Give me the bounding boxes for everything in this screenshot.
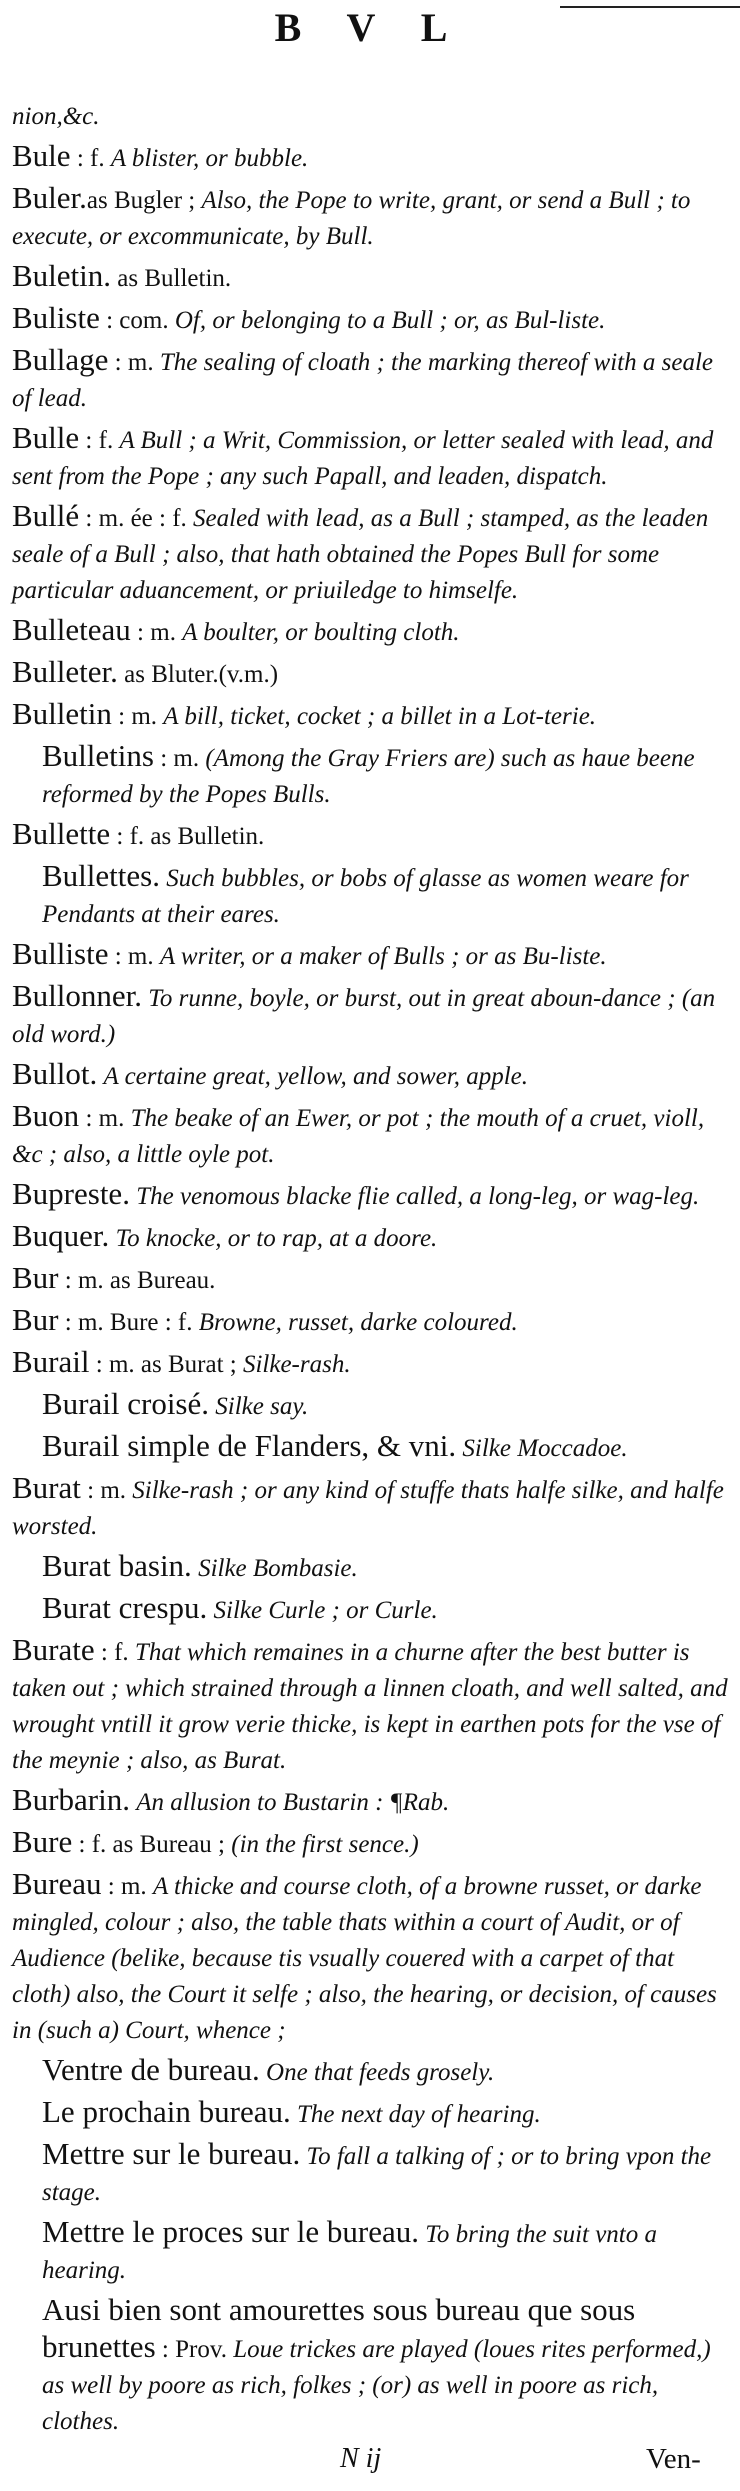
entry-headword: Bullette bbox=[12, 816, 111, 851]
entry-grammar: : f. bbox=[70, 145, 111, 172]
entry-definition: To knocke, or to rap, at a doore. bbox=[115, 1225, 438, 1252]
dictionary-entry bbox=[12, 654, 728, 692]
dictionary-entry bbox=[12, 936, 728, 974]
entry-headword: Mettre sur le bureau. bbox=[42, 2136, 301, 2171]
entry-grammar: : m. bbox=[130, 619, 183, 646]
entry-definition: The venomous blacke flie called, a long-leg, or wag-leg. bbox=[136, 1183, 700, 1210]
entry-headword: Burat bbox=[12, 1470, 81, 1505]
dictionary-entry bbox=[42, 2052, 728, 2090]
entry-headword: Burbarin. bbox=[12, 1782, 130, 1817]
entry-definition: A certaine great, yellow, and sower, apple. bbox=[103, 1063, 528, 1090]
entry-headword: Bullot. bbox=[12, 1056, 98, 1091]
entry-definition: (in the first sence.) bbox=[231, 1831, 419, 1858]
entry-headword: Le prochain bureau. bbox=[42, 2094, 291, 2129]
entry-headword: Burail bbox=[12, 1344, 90, 1379]
entry-definition: To runne, boyle, or burst, out in great aboun-dance ; (an old word.) bbox=[12, 985, 716, 1048]
entry-grammar: : com. bbox=[99, 307, 175, 334]
entry-headword: Bur bbox=[12, 1260, 59, 1295]
dictionary-entry bbox=[42, 1386, 728, 1424]
dictionary-entry bbox=[12, 1218, 728, 1256]
dictionary-entry bbox=[12, 816, 728, 854]
entry-definition: nion,&c. bbox=[12, 103, 100, 130]
entry-definition: An allusion to Bustarin : ¶Rab. bbox=[136, 1789, 450, 1816]
entry-definition: One that feeds grosely. bbox=[266, 2059, 495, 2086]
dictionary-entry bbox=[12, 696, 728, 734]
entry-definition: A bill, ticket, cocket ; a billet in a Lot-terie. bbox=[163, 703, 597, 730]
dictionary-entry bbox=[42, 1548, 728, 1586]
running-head: B V L bbox=[274, 5, 466, 50]
entry-headword: Burat basin. bbox=[42, 1548, 192, 1583]
entry-definition: Loue trickes are played (loues rites performed,) as well by poore as rich, folkes ; (or) as well in poore as rich, clothes. bbox=[42, 2336, 711, 2435]
entry-definition: Silke-rash. bbox=[242, 1351, 351, 1378]
dictionary-entry bbox=[42, 1590, 728, 1628]
entry-grammar: : m. as Bureau. bbox=[58, 1267, 216, 1294]
entry-headword: Buler. bbox=[12, 180, 87, 215]
dictionary-entry bbox=[12, 612, 728, 650]
dictionary-entry bbox=[12, 300, 728, 338]
entry-definition: To bring the suit vnto a hearing. bbox=[42, 2221, 658, 2284]
dictionary-entry bbox=[12, 138, 728, 176]
dictionary-entry bbox=[42, 2136, 728, 2210]
entry-grammar: : m. bbox=[79, 1105, 131, 1132]
entry-grammar: : f. bbox=[79, 427, 120, 454]
entry-definition: Of, or belonging to a Bull ; or, as Bul-liste. bbox=[174, 307, 606, 334]
entry-headword: Bulleter. bbox=[12, 654, 118, 689]
entry-headword: Mettre le proces sur le bureau. bbox=[42, 2214, 420, 2249]
entry-headword: Buon bbox=[12, 1098, 80, 1133]
entry-definition: Silke Curle ; or Curle. bbox=[213, 1597, 438, 1624]
dictionary-entry bbox=[42, 1428, 728, 1466]
entry-definition: Also, the Pope to write, grant, or send a Bull ; to execute, or excommunicate, by Bull. bbox=[12, 187, 691, 250]
dictionary-entry bbox=[42, 2094, 728, 2132]
entry-grammar: : m. as Burat ; bbox=[89, 1351, 243, 1378]
entry-definition: The beake of an Ewer, or pot ; the mouth of a cruet, violl, &c ; also, a little oyle pot. bbox=[12, 1105, 705, 1168]
dictionary-entry bbox=[12, 180, 728, 254]
entry-definition: Sealed with lead, as a Bull ; stamped, as the leaden seale of a Bull ; also, that hath obtained the Popes Bull for some particular aduancement, or priuiledge to himselfe. bbox=[12, 505, 709, 604]
dictionary-entry bbox=[12, 1632, 728, 1778]
entry-headword: Bulle bbox=[12, 420, 80, 455]
entry-grammar: : f. as Bulletin. bbox=[110, 823, 265, 850]
entry-headword: Bupreste. bbox=[12, 1176, 130, 1211]
entry-definition: A blister, or bubble. bbox=[110, 145, 309, 172]
dictionary-entry bbox=[12, 1866, 728, 2048]
entry-definition: The next day of hearing. bbox=[297, 2101, 541, 2128]
dictionary-entry bbox=[12, 1470, 728, 1544]
entry-headword: Buquer. bbox=[12, 1218, 110, 1253]
dictionary-entry bbox=[12, 1302, 728, 1340]
entry-grammar: : m. bbox=[108, 943, 160, 970]
entry-headword: Ausi bien sont amourettes sous bureau que sous brunettes bbox=[42, 2292, 636, 2364]
entry-grammar: : f. bbox=[94, 1639, 135, 1666]
dictionary-entry bbox=[12, 978, 728, 1052]
entry-headword: Bure bbox=[12, 1824, 73, 1859]
entry-grammar: : f. as Bureau ; bbox=[72, 1831, 232, 1858]
dictionary-entry bbox=[12, 420, 728, 494]
dictionary-entry bbox=[12, 498, 728, 608]
entry-headword: Burail simple de Flanders, & vni. bbox=[42, 1428, 457, 1463]
entry-definition: A Bull ; a Writ, Commission, or letter sealed with lead, and sent from the Pope ; any such Papall, and leaden, dispatch. bbox=[12, 427, 714, 490]
entry-definition: Such bubbles, or bobs of glasse as women weare for Pendants at their eares. bbox=[42, 865, 689, 928]
dictionary-entry bbox=[12, 1056, 728, 1094]
entry-headword: Bullonner. bbox=[12, 978, 143, 1013]
entry-definition: Silke Bombasie. bbox=[198, 1555, 358, 1582]
entry-definition: (Among the Gray Friers are) such as haue beene reformed by the Popes Bulls. bbox=[42, 745, 695, 808]
dictionary-entry bbox=[12, 1176, 728, 1214]
entry-definition: To fall a talking of ; or to bring vpon the stage. bbox=[42, 2143, 712, 2206]
entry-headword: Bureau bbox=[12, 1866, 102, 1901]
entry-headword: Bulletin bbox=[12, 696, 112, 731]
entry-definition: A thicke and course cloth, of a browne russet, or darke mingled, colour ; also, the table thats within a court of Audit, or of Audience (belike, because tis vsually couered with a carpet of that cloth) also, the Court it selfe ; also, the hearing, or decision, of causes in (such a) Court, whence ; bbox=[12, 1873, 717, 2044]
entry-definition: Silke say. bbox=[215, 1393, 309, 1420]
dictionary-entry bbox=[42, 858, 728, 932]
entry-grammar: as Bugler ; bbox=[86, 187, 202, 214]
dictionary-entry bbox=[12, 1824, 728, 1862]
entry-definition: Browne, russet, darke coloured. bbox=[198, 1309, 518, 1336]
entry-headword: Bur bbox=[12, 1302, 59, 1337]
catchword: Ven- bbox=[646, 2443, 701, 2475]
dictionary-entry bbox=[12, 1098, 728, 1172]
entry-headword: Bulliste bbox=[12, 936, 109, 971]
entry-definition: The sealing of cloath ; the marking thereof with a seale of lead. bbox=[12, 349, 713, 412]
entry-grammar: : m. bbox=[80, 1477, 133, 1504]
entry-headword: Bulleteau bbox=[12, 612, 131, 647]
entry-definition: Silke Moccadoe. bbox=[462, 1435, 628, 1462]
entry-grammar: : m. ée : f. bbox=[79, 505, 194, 532]
entry-headword: Bullettes. bbox=[42, 858, 160, 893]
dictionary-entry bbox=[12, 1782, 728, 1820]
dictionary-entry bbox=[42, 738, 728, 812]
entry-grammar: : m. bbox=[111, 703, 164, 730]
entry-headword: Bulletins bbox=[42, 738, 154, 773]
entry-headword: Ventre de bureau. bbox=[42, 2052, 260, 2087]
entry-headword: Buliste bbox=[12, 300, 100, 335]
entry-headword: Bullage bbox=[12, 342, 109, 377]
entry-grammar: as Bulletin. bbox=[111, 265, 232, 292]
entry-grammar: as Bluter.(v.m.) bbox=[117, 661, 279, 688]
entry-headword: Bullé bbox=[12, 498, 80, 533]
dictionary-entry bbox=[42, 2292, 728, 2439]
entry-headword: Burat crespu. bbox=[42, 1590, 208, 1625]
entry-headword: Bule bbox=[12, 138, 71, 173]
header-rule bbox=[560, 6, 740, 8]
dictionary-entry bbox=[12, 258, 728, 296]
entry-definition: That which remaines in a churne after the best butter is taken out ; which strained through a linnen cloath, and well salted, and wrought vntill it grow verie thicke, is kept in earthen pots for the vse of the meynie ; also, as Burat. bbox=[12, 1639, 728, 1774]
entry-grammar: : m. bbox=[108, 349, 160, 376]
signature-mark: N ij bbox=[340, 2443, 382, 2474]
entry-grammar: : m. bbox=[153, 745, 206, 772]
entry-headword: Burail croisé. bbox=[42, 1386, 210, 1421]
dictionary-entry bbox=[12, 1260, 728, 1298]
entry-grammar: : m. bbox=[101, 1873, 153, 1900]
entry-grammar: : Prov. bbox=[155, 2336, 234, 2363]
dictionary-entry bbox=[12, 1344, 728, 1382]
entry-headword: Buletin. bbox=[12, 258, 112, 293]
dictionary-entry bbox=[42, 2214, 728, 2288]
entries-column bbox=[12, 96, 728, 2443]
dictionary-entry bbox=[12, 96, 728, 134]
entry-grammar: : m. Bure : f. bbox=[58, 1309, 199, 1336]
dictionary-entry bbox=[12, 342, 728, 416]
entry-definition: Silke-rash ; or any kind of stuffe thats halfe silke, and halfe worsted. bbox=[12, 1477, 724, 1540]
entry-headword: Burate bbox=[12, 1632, 95, 1667]
entry-definition: A writer, or a maker of Bulls ; or as Bu-liste. bbox=[159, 943, 607, 970]
entry-definition: A boulter, or boulting cloth. bbox=[182, 619, 460, 646]
